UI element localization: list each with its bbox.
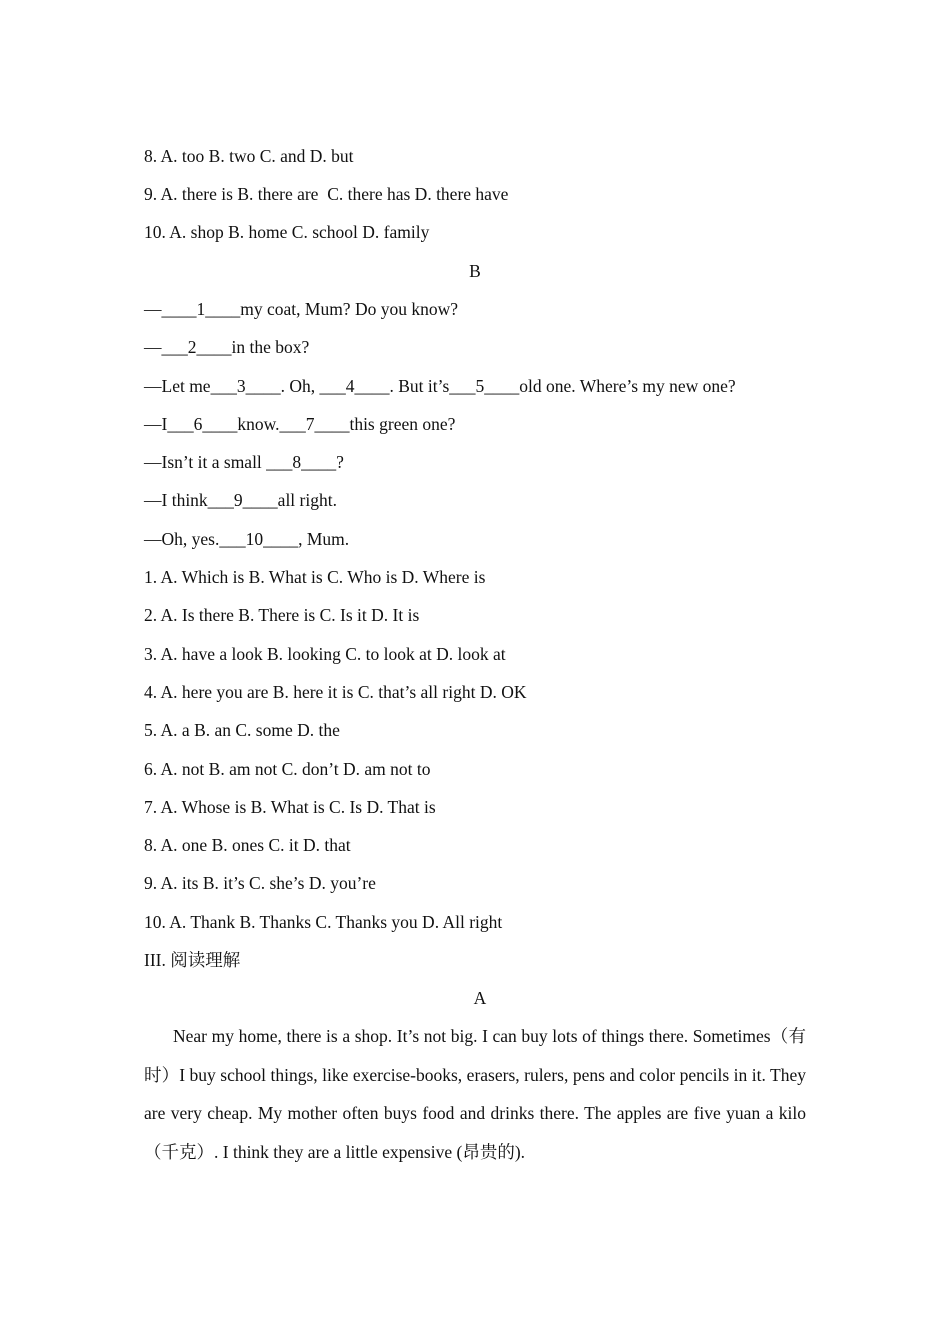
option-line: 2. A. Is there B. There is C. Is it D. It is — [144, 605, 420, 625]
option-line: 5. A. a B. an C. some D. the — [144, 720, 340, 740]
option-line: 4. A. here you are B. here it is C. that’s all right D. OK — [144, 682, 527, 702]
option-line: 1. A. Which is B. What is C. Who is D. Where is — [144, 567, 486, 587]
dialogue-line: —I___6____know.___7____this green one? — [144, 414, 456, 434]
option-line: 10. A. Thank B. Thanks C. Thanks you D. All right — [144, 912, 503, 932]
dialogue-line: —___2____in the box? — [144, 337, 310, 357]
dialogue-line: —Oh, yes.___10____, Mum. — [144, 529, 350, 549]
dialogue-line: —Let me___3____. Oh, ___4____. But it’s___5____old one. Where’s my new one? — [144, 376, 736, 396]
option-line: 7. A. Whose is B. What is C. Is D. That is — [144, 797, 436, 817]
option-line: 8. A. one B. ones C. it D. that — [144, 835, 351, 855]
option-line: 9. A. there is B. there are C. there has D. there have — [144, 184, 509, 204]
dialogue-line: —____1____my coat, Mum? Do you know? — [144, 299, 458, 319]
dialogue-line: —Isn’t it a small ___8____? — [144, 452, 344, 472]
section-title: III. 阅读理解 — [144, 950, 241, 970]
option-line: 10. A. shop B. home C. school D. family — [144, 222, 430, 242]
section-b-heading: B — [469, 261, 481, 281]
option-line: 8. A. too B. two C. and D. but — [144, 146, 354, 166]
reading-passage: Near my home, there is a shop. It’s not big. I can buy lots of things there. Sometimes（有时）I buy school things, like exercise-books, erasers, rulers, pens and color pencils in it. They are very cheap. My mother often buys food and drinks there. The apples are five yuan a kilo（千克）. I think they are a little expensive (昂贵的). — [144, 1026, 806, 1162]
passage-heading: A — [473, 988, 487, 1008]
option-line: 9. A. its B. it’s C. she’s D. you’re — [144, 873, 376, 893]
option-line: 3. A. have a look B. looking C. to look at D. look at — [144, 644, 506, 664]
option-line: 6. A. not B. am not C. don’t D. am not to — [144, 759, 431, 779]
dialogue-line: —I think___9____all right. — [144, 490, 337, 510]
